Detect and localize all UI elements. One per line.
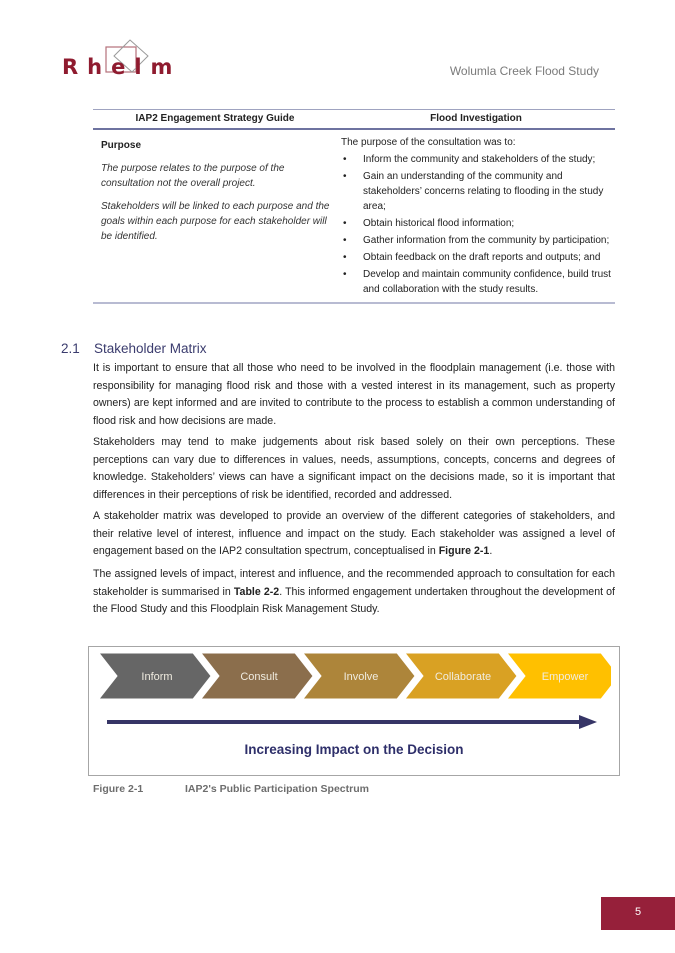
section-title: Stakeholder Matrix (94, 341, 207, 356)
section-number: 2.1 (61, 341, 80, 356)
list-item (341, 267, 611, 297)
list-item-text: Develop and maintain community confidence, build trust and collaboration with the study results. (363, 269, 611, 295)
paragraph-text: A stakeholder matrix was developed to provide an overview of the different categories of stakeholders, and their relative level of interest, influence and impact on the study. Each stakeholder was assigned a level of engagement based on the IAP2 consultation spectrum, conceptualised in (93, 510, 615, 557)
bullet-icon: • (343, 171, 347, 182)
stage-label: Inform (141, 671, 173, 683)
list-item-text: Gather information from the community by participation; (363, 235, 610, 246)
column-header: IAP2 Engagement Strategy Guide (93, 110, 337, 130)
stage-label: Involve (343, 671, 379, 683)
bullet-icon: • (343, 235, 347, 246)
figure-caption-text: IAP2's Public Participation Spectrum (185, 783, 369, 795)
guide-cell (93, 129, 337, 303)
body-paragraph (93, 508, 615, 561)
stage-label: Empower (541, 671, 589, 683)
purpose-title: Purpose (101, 140, 142, 151)
table-reference-link[interactable]: Table 2-2 (233, 585, 280, 598)
engagement-strategy-table (93, 109, 615, 304)
body-paragraph: Stakeholders may tend to make judgements about risk based solely on their own perceptions. These perceptions can vary due to differences in values, needs, assumptions, concepts, concerns and degrees of knowledge. Stakeholders’ views can have a significant impact on the decisions made, so it is important that differences in their perceptions of risk be identified, recorded and addressed. (93, 436, 615, 501)
column-header: Flood Investigation (337, 110, 615, 130)
list-item (341, 152, 611, 167)
stage-label: Consult (240, 671, 278, 683)
guide-note: The purpose relates to the purpose of the consultation not the overall project. (101, 163, 285, 189)
figure-number: Figure 2-1 (93, 783, 144, 795)
impact-axis-label: Increasing Impact on the Decision (244, 742, 464, 757)
paragraph-text: . (489, 545, 493, 557)
list-item (341, 169, 611, 214)
participation-spectrum-figure (88, 646, 620, 776)
body-paragraph: It is important to ensure that all those who need to be involved in the floodplain management (i.e. those with responsibility for managing flood risk and those with a vested interest in its management, such as property owners) are kept informed and are invited to contribute to the process to establish a common understanding of flood risk and how decisions are made. (93, 362, 615, 427)
page-number-badge: 5 (601, 897, 675, 930)
list-item-text: Obtain historical flood information; (363, 218, 515, 229)
logo-text: Rhelm (62, 55, 182, 79)
list-item (341, 250, 611, 265)
impact-arrow-icon (107, 714, 597, 730)
list-item-text: Obtain feedback on the draft reports and outputs; and (363, 252, 601, 263)
list-item-text: Inform the community and stakeholders of the study; (363, 154, 596, 165)
bullet-icon: • (343, 218, 347, 229)
list-item-text: Gain an understanding of the community and stakeholders’ concerns relating to flooding in the study area; (363, 171, 604, 212)
rhelm-logo (60, 36, 190, 82)
list-item (341, 216, 611, 231)
table-row (93, 129, 615, 303)
table-header-row (93, 110, 615, 130)
paragraph-text: . This informed engagement undertaken throughout the development of the Flood Study and this Floodplain Risk Management Study. (93, 585, 615, 615)
figure-reference-link[interactable]: Figure 2-1 (438, 545, 490, 557)
body-paragraph (93, 566, 615, 619)
paragraph-text: The assigned levels of impact, interest and influence, and the recommended approach to consultation for each stakeholder is summarised in (93, 568, 615, 598)
bullet-icon: • (343, 154, 347, 165)
stage-label: Collaborate (434, 671, 492, 683)
figure-caption (93, 783, 369, 795)
bullet-icon: • (343, 252, 347, 263)
bullet-icon: • (343, 269, 347, 280)
purpose-list (341, 152, 611, 297)
investigation-cell (337, 129, 615, 303)
purpose-intro: The purpose of the consultation was to: (341, 137, 516, 148)
list-item (341, 233, 611, 248)
document-title: Wolumla Creek Flood Study (449, 64, 599, 78)
section-heading (61, 341, 207, 356)
guide-note: Stakeholders will be linked to each purpose and the goals within each purpose for each stakeholder will be identified. (101, 201, 330, 242)
